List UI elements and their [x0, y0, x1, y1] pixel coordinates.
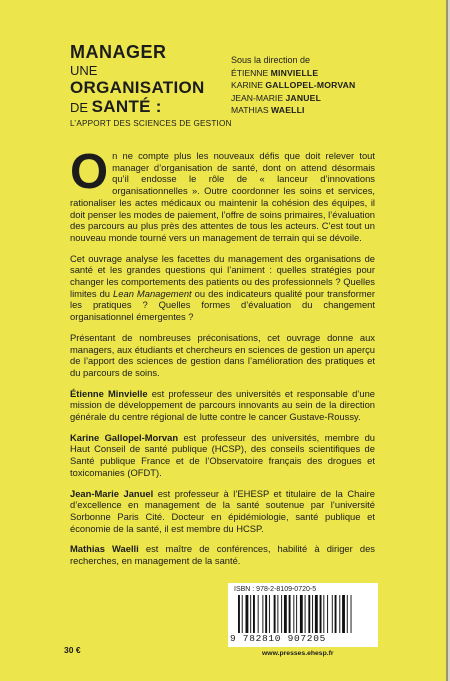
barcode-bar: [253, 595, 255, 633]
barcode-bar: [277, 595, 278, 633]
author-bio: Mathias Waelli est maître de conférences, habilité à diriger des recherches, en management de la santé.: [70, 543, 375, 567]
barcode-bar: [269, 595, 270, 633]
book-subtitle: L’APPORT DES SCIENCES DE GESTION: [70, 119, 232, 128]
drop-cap: O: [70, 145, 109, 199]
editor-name: JEAN-MARIE JANUEL: [231, 92, 322, 103]
author-bio: Étienne Minvielle est professeur des universités et responsable d’une mission de développement de parcours innovants au sein de la direction générale du centre régional de lutte contre le cancer Gustave-Roussy.: [70, 387, 376, 423]
editors-heading: Sous la direction de: [231, 55, 311, 65]
book-title: [70, 42, 230, 128]
barcode-bar: [242, 595, 243, 633]
barcode-bar: [289, 595, 291, 633]
author-bio: Karine Gallopel-Morvan est professeur des universités, membre du Haut Conseil de santé publique (HCSP), des conseils scientifiques de Santé publique France et de l’Observatoire français des drogues et toxicomanies (OFDT).: [70, 431, 375, 478]
editor-name: KARINE GALLOPEL-MORVAN: [231, 80, 356, 90]
barcode-bar: [320, 595, 322, 633]
barcode-box: [228, 583, 378, 647]
isbn-label: ISBN : 978-2-8109-0720-5: [234, 586, 317, 593]
barcode-bar: [238, 595, 240, 633]
title-line-2: UNE ORGANISATION: [70, 63, 205, 97]
author-bio: Jean-Marie Januel est professeur à l’EHESP et titulaire de la Chaire d’excellence en management de la santé soutenue par l’université Sorbonne Paris Cité. Docteur en épidémiologie, santé publique et économie de la santé, il est membre du HCSP.: [70, 487, 375, 534]
summary-paragraph: Cet ouvrage analyse les facettes du management des organisations de santé et les grandes questions qui l’animent : quelles stratégies pour changer les comportements des patients ou des professionnels ? Quelles limites du Lean Management ou des indicateurs qualité pour transformer les pratiques ? Quelles formes d’évaluation du changement organisationnel émergentes ?: [70, 252, 376, 323]
barcode-bar: [284, 595, 287, 633]
barcode-bar: [262, 595, 263, 633]
barcode-bar: [274, 595, 276, 633]
barcode-bar: [305, 595, 306, 633]
barcode-bar: [265, 595, 267, 633]
barcode-bar: [335, 595, 337, 633]
barcode-bar: [300, 595, 303, 633]
barcode-bar: [315, 595, 318, 633]
title-line-1: MANAGER: [70, 42, 167, 62]
barcode-bar: [281, 595, 282, 633]
price: 30 €: [64, 645, 81, 655]
cover-edge: [446, 0, 448, 681]
barcode-bar: [351, 595, 352, 633]
barcode-digits: 9 782810 907205: [230, 633, 327, 644]
audience-paragraph: Présentant de nombreuses préconisations, cet ouvrage donne aux managers, aux étudiants et chercheurs en sciences de gestion un aperçu de l’apport des sciences de gestion dans l’amélioration des pratiques et du parcours de soins.: [70, 331, 375, 378]
barcode-bar: [332, 595, 333, 633]
barcode-bar: [323, 595, 324, 633]
barcode-bar: [296, 595, 297, 633]
barcode-bars: [238, 595, 370, 633]
barcode-bar: [347, 595, 348, 633]
title-line-3: DE SANTÉ :: [70, 97, 162, 116]
publisher-website: www.presses.ehesp.fr: [262, 650, 334, 657]
blurb-text: [70, 145, 376, 576]
barcode-bar: [339, 595, 340, 633]
barcode-bar: [342, 595, 345, 633]
barcode-bar: [327, 595, 328, 633]
barcode-bar: [312, 595, 313, 633]
barcode-bar: [293, 595, 294, 633]
barcode-bar: [246, 595, 249, 633]
editor-name: MATHIAS WAELLI: [231, 105, 305, 115]
editor-name: ÉTIENNE MINVIELLE: [231, 67, 319, 78]
barcode-bar: [250, 595, 251, 633]
intro-paragraph: On ne compte plus les nouveaux défis que doit relever tout manager d’organisation de santé, dont on attend désormais qu’il endosse le rôle de « lanceur d’innovations organisationnelles ». Outre coordonner les soins et services, rationaliser les actes médicaux ou maintenir la cohésion des équipes, il doit penser les modes de paiement, l’offre de soins primaires, l’évaluation des parcours au plus près des attentes de tous les acteurs. C’est tout un nouveau monde tourné vers un management de terrain qui se dévoile.: [70, 145, 375, 243]
barcode-bar: [308, 595, 310, 633]
barcode-bar: [258, 595, 259, 633]
editors-block: [231, 54, 355, 117]
